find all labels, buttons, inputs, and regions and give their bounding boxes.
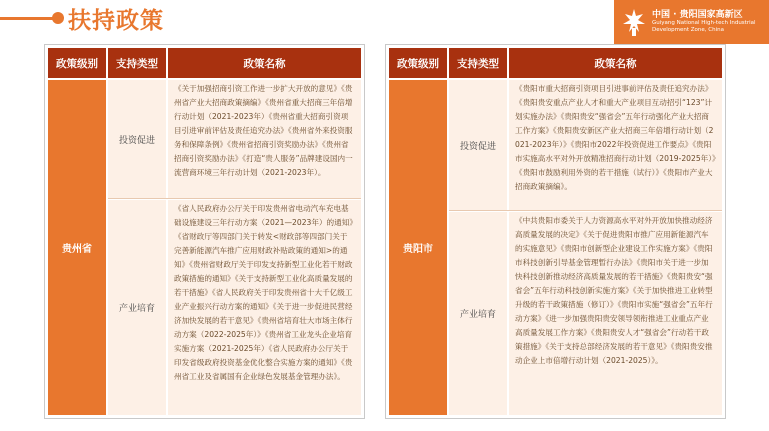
zone-logo-icon	[622, 8, 646, 36]
logo-english-line-1: Guiyang National High-tech Industrial	[652, 20, 756, 26]
column-header-level: 政策级别	[389, 48, 447, 78]
logo-english-name	[652, 20, 756, 34]
column-header-name: 政策名称	[509, 48, 722, 78]
support-type-cell: 产业培育	[449, 212, 507, 415]
policy-names-cell: 《中共贵阳市委关于人力资源高水平对外开放加快推动经济高质量发展的决定》《关于促进贵阳市推广应用新能源汽车的实施意见》《贵阳市创新型企业建设工作实施方案》《贵阳市科技创新引导基金管理暂行办法》《贵阳市关于进一步加快科技创新推动经济高质量发展的若干措施》《贵阳贵安“强省会”五年行动科技创新实施方案》《关于加快推进工业转型升级的若干政策措施（修订）》《贵阳市实施“强省会”五年行动方案》《进一步加强贵阳贵安领导领衔推进工业重点产业高质量发展工作方案》《贵阳贵安人才“强省会”行动若干政策措施》《关于支持总部经济发展的若干意见》《贵阳贵安推动企业上市倍增行动计划（2021-2025）》。	[509, 212, 722, 415]
province-policy-panel	[44, 44, 365, 419]
logo-banner	[614, 0, 769, 44]
support-type-cell: 投资促进	[449, 80, 507, 210]
policy-names-cell: 《贵阳市重大招商引资项目引进事前评估及责任追究办法》《贵阳贵安重点产业人才和重大产业项目互动招引“123”计划实施办法》《贵阳贵安“强省会”五年行动强化产业大招商工作方案》《贵阳贵安新区产业大招商三年倍增行动计划（2021-2023年）》《贵阳市2022年投资促进工作要点》《贵阳市实施高水平对外开放精准招商行动计划（2019-2025年）》《贵阳市鼓励利用外资的若干措施（试行）》《贵阳市产业大招商政策摘编》。	[509, 80, 722, 210]
title-accent-dot	[52, 12, 64, 24]
city-policy-table	[389, 48, 722, 415]
column-header-type: 支持类型	[449, 48, 507, 78]
row-divider	[108, 198, 361, 199]
column-header-type: 支持类型	[108, 48, 166, 78]
column-header-level: 政策级别	[48, 48, 106, 78]
policy-names-cell: 《关于加强招商引资工作进一步扩大开放的意见》《贵州省产业大招商政策摘编》《贵州省重大招商三年倍增行动计划（2021-2023年）《贵州省重大招商引资项目引进审前评估及责任追究办法》《贵州省外来投资服务和保障条例》《贵州省招商引资奖励办法》《贵州省招商引资奖励办法》《打造“贵人服务”品牌建设国内一流营商环境三年行动计划（2021-2023年）。	[168, 80, 361, 198]
support-type-cell: 投资促进	[108, 80, 166, 198]
page-title: 扶持政策	[68, 8, 164, 34]
title-accent-line	[0, 17, 58, 20]
row-divider	[449, 210, 722, 211]
logo-chinese-name: 中国 · 贵阳国家高新区	[652, 10, 743, 20]
support-type-cell: 产业培育	[108, 200, 166, 415]
city-policy-panel	[385, 44, 726, 419]
policy-level-cell: 贵阳市	[389, 80, 447, 415]
province-policy-table	[48, 48, 361, 415]
policy-names-cell: 《省人民政府办公厅关于印发贵州省电动汽车充电基础设施建设三年行动方案（2021—2023年）的通知》《省财政厅等四部门关于转发<财政部等四部门关于完善新能源汽车推广应用财政补贴政策的通知>的通知》《贵州省财政厅关于印发支持新型工业化若干财政政策措施的通知》《关于支持新型工业化高质量发展的若干措施》《省人民政府关于印发贵州省十大千亿级工业产业振兴行动方案的通知》《关于进一步促进民营经济加快发展的若干意见》《贵州省培育壮大市场主体行动方案（2022-2025年）》《贵州省工业龙头企业培育实施方案（2021-2025年）《省人民政府办公厅关于印发省级政府投资基金优化整合实施方案的通知》《贵州省工业及省属国有企业绿色发展基金管理办法》。	[168, 200, 361, 415]
policy-level-cell: 贵州省	[48, 80, 106, 415]
column-header-name: 政策名称	[168, 48, 361, 78]
logo-english-line-2: Development Zone, China	[652, 27, 724, 33]
